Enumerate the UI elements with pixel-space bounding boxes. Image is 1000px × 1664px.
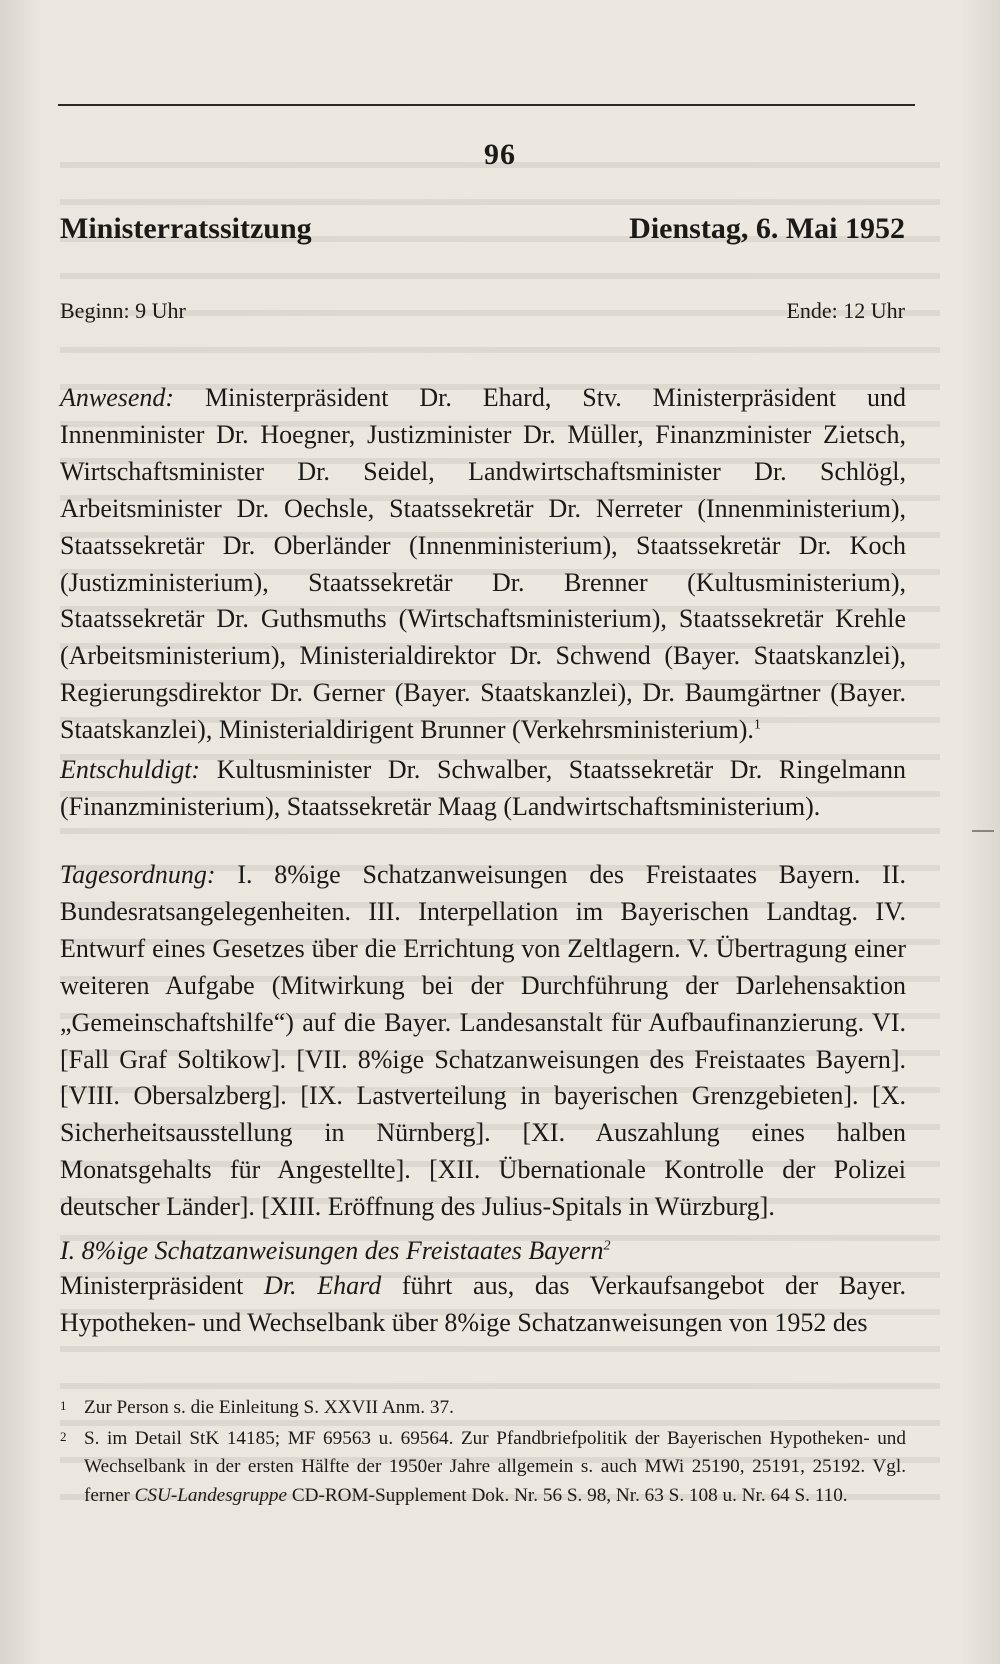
agenda-item-body (60, 1268, 906, 1342)
page-number: 96 (484, 138, 516, 171)
margin-mark (972, 830, 994, 832)
footnote-number: 2 (60, 1428, 67, 1444)
footnote (60, 1394, 906, 1423)
footnote-text-post: CD-ROM-Supplement Dok. Nr. 56 S. 98, Nr. 63 S. 108 u. Nr. 64 S. 110. (287, 1484, 848, 1506)
agenda-text: I. 8%ige Schatzanweisungen des Freistaates Bayern. II. Bundesratsangelegenheiten. III. Interpellation im Bayerischen Landtag. IV. Entwurf eines Gesetzes über die Errichtung von Zeltlagern. V. Übertragung einer weiteren Aufgabe (Mitwirkung bei der Durchführung der Darlehensaktion „Gemeinschaftshilfe“) auf die Bayer. Landesanstalt für Aufbaufinanzierung. VI. [Fall Graf Soltikow]. [VII. 8%ige Schatzanweisungen des Freistaates Bayern]. [VIII. Obersalzberg]. [IX. Lastverteilung in bayerischen Grenzgebieten]. [X. Sicherheitsausstellung in Nürnberg]. [XI. Auszahlung eines halben Monatsgehalts für Angestellte]. [XII. Übernationale Kontrolle der Polizei deutscher Länder]. [XIII. Eröffnung des Julius-Spitals in Würzburg]. (60, 860, 906, 1222)
agenda-label: Tagesordnung: (60, 860, 216, 889)
excused-label: Entschuldigt: (60, 755, 201, 784)
agenda-paragraph (60, 857, 906, 1226)
item-text-pre: Ministerpräsident (60, 1271, 265, 1300)
footnotes (60, 1394, 906, 1512)
footnote-ref-1: 1 (753, 717, 761, 733)
session-date: Dienstag, 6. Mai 1952 (629, 212, 905, 245)
session-end: Ende: 12 Uhr (786, 298, 905, 323)
attendees-label: Anwesend: (60, 383, 175, 412)
header-rule (58, 104, 915, 106)
footnote-number: 1 (60, 1398, 67, 1413)
footnote-text: Zur Person s. die Einleitung S. XXVII Anm. 37. (84, 1397, 454, 1418)
agenda-item-heading (60, 1236, 906, 1266)
speaker-name: Dr. Ehard (264, 1271, 382, 1300)
footnote-italic: CSU-Landesgruppe (134, 1484, 288, 1506)
session-begin: Beginn: 9 Uhr (60, 298, 186, 323)
session-title: Ministerratssitzung (60, 212, 312, 245)
footnote-text-pre: S. im Detail StK 14185; MF 69563 u. 69564. Zur Pfandbriefpolitik der Bayerischen Hypotheken- und Wechselbank in der ersten Hälfte der 1950er Jahre allgemein s. auch MWi 25190, 25191, 25192. Vgl. ferner (84, 1427, 906, 1506)
attendees-paragraph (60, 380, 906, 749)
attendees-text: Ministerpräsident Dr. Ehard, Stv. Ministerpräsident und Innenminister Dr. Hoegner, Justizminister Dr. Müller, Finanzminister Zietsch, Wirtschaftsminister Dr. Seidel, Landwirtschaftsminister Dr. Schlögl, Arbeitsminister Dr. Oechsle, Staatssekretär Dr. Nerreter (Innenministerium), Staatssekretär Dr. Oberländer (Innenministerium), Staatssekretär Dr. Koch (Justizministerium), Staatssekretär Dr. Brenner (Kultusministerium), Staatssekretär Dr. Guthsmuths (Wirtschaftsministerium), Staatssekretär Krehle (Arbeitsministerium), Ministerialdirektor Dr. Schwend (Bayer. Staatskanzlei), Regierungsdirektor Dr. Gerner (Bayer. Staatskanzlei), Dr. Baumgärtner (Bayer. Staatskanzlei), Ministerialdirigent Brunner (Verkehrsministerium). (60, 383, 906, 745)
agenda-item-title: I. 8%ige Schatzanweisungen des Freistaates Bayern (60, 1236, 604, 1265)
footnote (60, 1425, 906, 1511)
excused-paragraph (60, 752, 906, 826)
item-text-post: führt aus, das Verkaufsangebot der Bayer. Hypotheken- und Wechselbank über 8%ige Schatzanweisungen von 1952 des (60, 1271, 906, 1337)
footnote-ref-2: 2 (603, 1238, 611, 1254)
excused-text: Kultusminister Dr. Schwalber, Staatssekretär Dr. Ringelmann (Finanzministerium), Staatssekretär Maag (Landwirtschaftsministerium). (60, 755, 907, 821)
